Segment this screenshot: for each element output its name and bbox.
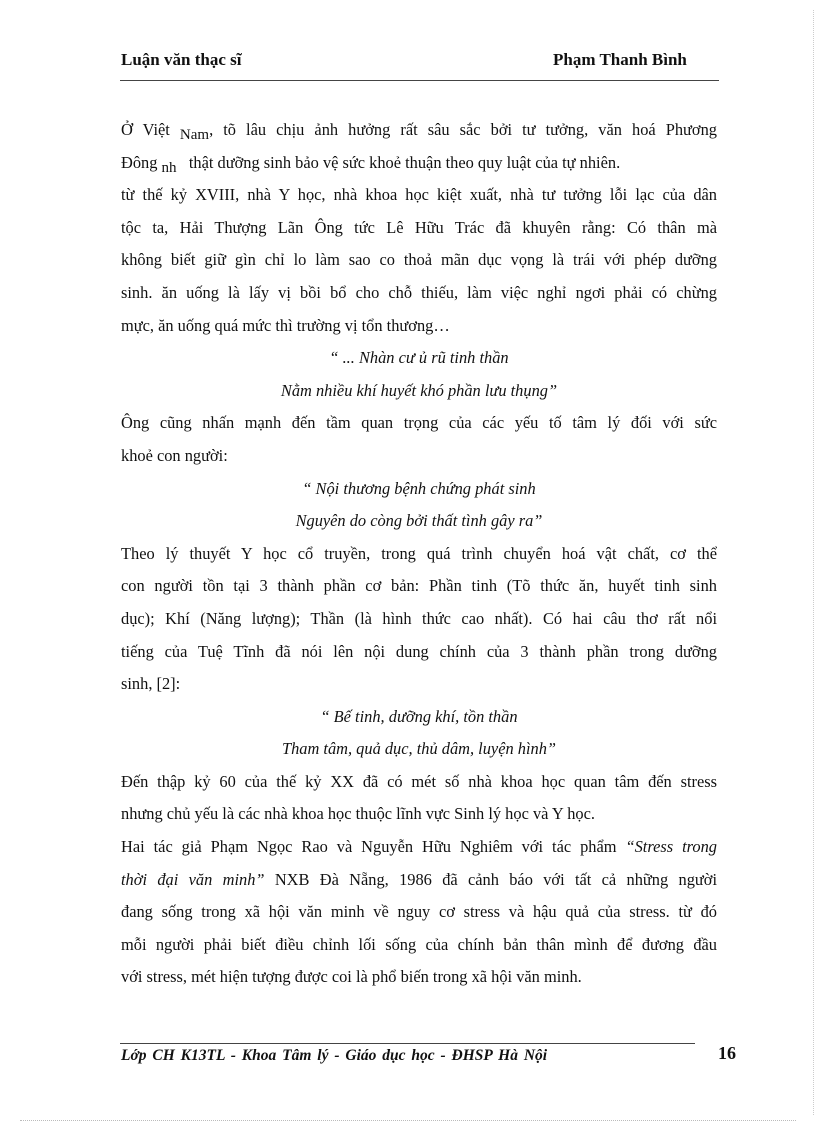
- footer-rule: [120, 1043, 695, 1044]
- text-line: mực, ăn uống quá mức thì trường vị tổn thương…: [121, 315, 450, 335]
- verse-line: “ Bế tinh, dưỡng khí, tồn thần: [320, 706, 518, 726]
- header-thesis-type: Luận văn thạc sĩ: [121, 50, 242, 69]
- text-line: tiếng của Tuệ Tĩnh đã nói lên nội dung chính của 3 thành phần trong dưỡng: [121, 641, 717, 661]
- text-line: Đến thập kỷ 60 của thế kỷ XX đã có mét số nhà khoa học quan tâm đến stress: [121, 771, 717, 791]
- page-border-bottom: [20, 1120, 796, 1121]
- text-line: tộc ta, Hải Thượng Lãn Ông tức Lê Hữu Trác đã khuyên rằng: Có thân mà: [121, 217, 717, 237]
- text-line: mỗi người phải biết điều chỉnh lối sống của chính bản thân mình để đương đầu: [121, 934, 717, 954]
- verse-line: Nguyên do còng bởi thất tình gây ra”: [295, 511, 543, 531]
- text-line: Ở Việt Nam, tõ lâu chịu ảnh hưởng rất sâu sắc bởi tư tưởng, văn hoá Phương: [121, 120, 717, 143]
- footer-text: Lớp CH K13TL - Khoa Tâm lý - Giáo dục học - ĐHSP Hà Nội: [121, 1047, 548, 1064]
- text-line: sinh. ăn uống là lấy vị bồi bổ cho chỗ thiếu, làm việc nghỉ ngơi phải có chừng: [121, 282, 717, 302]
- text-line: Theo lý thuyết Y học cổ truyền, trong quá trình chuyển hoá vật chất, cơ thể: [121, 543, 717, 563]
- text-line: dục); Khí (Năng lượng); Thần (là hình thức cao nhất). Có hai câu thơ rất nổi: [121, 608, 717, 628]
- verse-line: “ ... Nhàn cư ủ rũ tinh thần: [329, 348, 509, 368]
- text-line: với stress, mét hiện tượng được coi là phổ biến trong xã hội văn minh.: [121, 967, 582, 987]
- text-line: Hai tác giả Phạm Ngọc Rao và Nguyễn Hữu Nghiêm với tác phẩm “Stress trong: [121, 837, 717, 857]
- text-line: con người tồn tại 3 thành phần cơ bản: Phần tinh (Tõ thức ăn, huyết tinh sinh: [121, 576, 717, 596]
- text-line: thời đại văn minh” NXB Đà Nẵng, 1986 đã cảnh báo với tất cả những người: [121, 869, 717, 889]
- text-line: Đông nh thật dưỡng sinh bảo vệ sức khoẻ thuận theo quy luật của tự nhiên.: [121, 152, 621, 176]
- verse-line: Nằm nhiều khí huyết khó phần lưu thụng”: [280, 380, 558, 400]
- page-border-right: [813, 10, 814, 1115]
- text-line: từ thế kỷ XVIII, nhà Y học, nhà khoa học kiệt xuất, nhà tư tưởng lỗi lạc của dân: [121, 185, 717, 205]
- verse-line: Tham tâm, quả dục, thủ dâm, luyện hình”: [281, 739, 557, 759]
- text-line: nhưng chủ yếu là các nhà khoa học thuộc lĩnh vực Sinh lý học và Y học.: [121, 804, 595, 824]
- header-rule: [120, 80, 719, 81]
- text-line: không biết giữ gìn chỉ lo làm sao co thoả mãn dục vọng là trái với phép dưỡng: [121, 250, 717, 270]
- text-line: khoẻ con người:: [121, 445, 228, 465]
- text-line: sinh, [2]:: [121, 674, 181, 694]
- page-number: 16: [718, 1043, 736, 1063]
- body-text: [121, 114, 717, 994]
- text-line: đang sống trong xã hội văn minh về nguy cơ stress và hậu quả của stress. từ đó: [121, 902, 717, 922]
- text-line: Ông cũng nhấn mạnh đến tầm quan trọng của các yếu tố tâm lý đối với sức: [121, 413, 717, 433]
- verse-line: “ Nội thương bệnh chứng phát sinh: [302, 478, 536, 498]
- header-author: Phạm Thanh Bình: [553, 50, 687, 69]
